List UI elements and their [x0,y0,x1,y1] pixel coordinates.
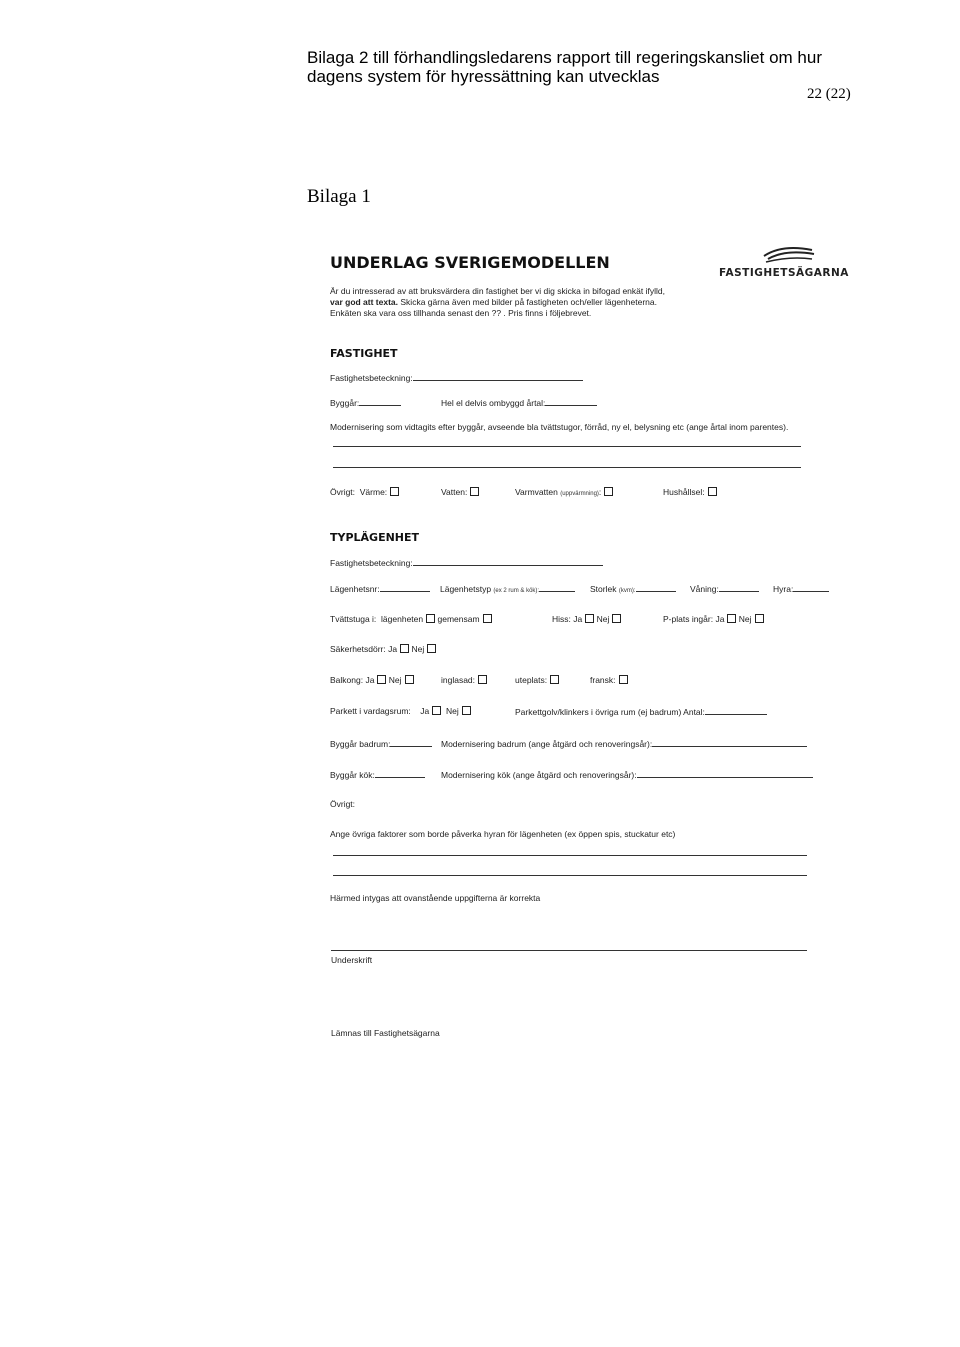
pplats-label: P-plats ingår: Ja [663,614,725,624]
byggar-badrum-label: Byggår badrum: [330,739,391,749]
lagenhetstyp-note: (ex 2 rum & kök): [493,588,540,594]
ombyggd-field[interactable] [545,397,597,406]
lagenhetstyp-row [440,583,575,594]
varmvatten-label: Varmvatten [515,487,558,497]
modernisering-badrum-row [441,738,807,749]
modernisering-line-2[interactable] [333,467,801,468]
lagenhetsnr-row [330,583,430,594]
uteplats-checkbox[interactable] [550,675,559,684]
hushallsel-row [663,487,717,497]
sakerhetsdorr-ja-checkbox[interactable] [400,644,409,653]
parkett-label: Parkett i vardagsrum: [330,706,411,716]
vaning-label: Våning: [690,584,719,594]
hyra-label: Hyra: [773,584,794,594]
byggar-badrum-field[interactable] [390,738,432,747]
varme-checkbox[interactable] [390,487,399,496]
byggar-label: Byggår: [330,398,360,408]
tvattstuga-gemensam-label: gemensam [437,614,480,624]
modernisering-kok-row [441,769,813,780]
pplats-row [663,614,764,624]
hushallsel-label: Hushållsel: [663,487,705,497]
intro-line-2 [330,297,657,307]
pplats-nej-label: Nej [738,614,752,624]
balkong-row [330,675,414,685]
header-line-2: dagens system för hyressättning kan utvecklas [307,67,660,86]
tvattstuga-gemensam-checkbox[interactable] [483,614,492,623]
hiss-ja-checkbox[interactable] [585,614,594,623]
hiss-label: Hiss: Ja [552,614,583,624]
vaning-field[interactable] [719,583,759,592]
intro-line-1: Är du intresserad av att bruksvärdera din fastighet ber vi dig skicka in bifogad enkät ifylld, [330,286,665,296]
lamnas-label: Lämnas till Fastighetsägarna [331,1028,440,1038]
modernisering-badrum-label: Modernisering badrum (ange åtgärd och renoveringsår): [441,739,653,749]
byggar-field[interactable] [359,397,401,406]
inglasad-checkbox[interactable] [478,675,487,684]
modernisering-kok-field[interactable] [637,769,813,778]
header-line-1: Bilaga 2 till förhandlingsledarens rapport till regeringskansliet om hur [307,48,822,67]
hyra-field[interactable] [793,583,829,592]
byggar-kok-field[interactable] [375,769,425,778]
intygas-label: Härmed intygas att ovanstående uppgifterna är korrekta [330,893,541,903]
uteplats-row [515,675,559,685]
section-typlagenhet-heading: TYPLÄGENHET [330,531,420,544]
storlek-row [590,583,676,594]
fransk-label: fransk: [590,675,616,685]
lagenhetsnr-label: Lägenhetsnr: [330,584,380,594]
tvattstuga-label: Tvättstuga i: [330,614,377,624]
fastighetsbeteckning-label: Fastighetsbeteckning: [330,373,413,383]
storlek-note: (kvm): [618,588,636,594]
ovriga-line-2[interactable] [333,875,807,876]
storlek-label: Storlek [590,584,617,594]
modernisering-label: Modernisering som vidtagits efter byggår, avseende bla tvättstugor, förråd, ny el, belysning etc (ange årtal inom parentes). [330,422,789,432]
brand-name: FASTIGHETSÄGARNA [719,267,849,279]
tvattstuga-lagenheten-label: lägenheten [381,614,424,624]
parkettgolv-label: Parkettgolv/klinkers i övriga rum (ej badrum) Antal: [515,707,705,717]
hiss-row [552,614,621,624]
byggar-kok-row [330,769,425,780]
vatten-row [441,487,479,497]
balkong-label: Balkong: Ja [330,675,375,685]
parkettgolv-field[interactable] [705,706,767,715]
fastighetsbeteckning-field[interactable] [413,372,583,381]
varmvatten-row [515,487,613,497]
signature-line[interactable] [331,950,807,951]
hiss-nej-checkbox[interactable] [612,614,621,623]
varmvatten-note: (uppvärmning) [560,491,599,497]
sakerhetsdorr-nej-checkbox[interactable] [427,644,436,653]
byggar-badrum-row [330,738,432,749]
pplats-ja-checkbox[interactable] [727,614,736,623]
ovrigt-label: Övrigt: [330,487,356,497]
inglasad-row [441,675,487,685]
balkong-ja-checkbox[interactable] [377,675,386,684]
hyra-row [773,583,829,594]
balkong-nej-checkbox[interactable] [405,675,414,684]
parkett-nej-label: Nej [445,706,459,716]
parkett-nej-checkbox[interactable] [462,706,471,715]
hushallsel-checkbox[interactable] [708,487,717,496]
ange-ovriga-label: Ange övriga faktorer som borde påverka hyran för lägenheten (ex öppen spis, stuckatur etc) [330,829,676,839]
varmvatten-colon: : [598,487,602,497]
byggar-kok-label: Byggår kök: [330,770,375,780]
parkettgolv-row [515,706,767,717]
ovriga-line-1[interactable] [333,855,807,856]
varme-label: Värme: [359,487,388,497]
form-title: UNDERLAG SVERIGEMODELLEN [330,253,610,272]
sakerhetsdorr-row [330,644,436,654]
pplats-nej-checkbox[interactable] [755,614,764,623]
lagenhetsnr-field[interactable] [380,583,430,592]
underskrift-label: Underskrift [331,955,373,965]
parkett-ja-label: Ja [420,706,430,716]
typ-fastighetsbeteckning-label: Fastighetsbeteckning: [330,558,413,568]
typ-ovrigt-label: Övrigt: [330,799,356,809]
fastighetsagarna-logo-icon [762,244,816,264]
sakerhetsdorr-nej-label: Nej [411,644,425,654]
ovrigt-varme-row [330,487,399,497]
fransk-checkbox[interactable] [619,675,628,684]
parkett-ja-checkbox[interactable] [432,706,441,715]
inglasad-label: inglasad: [441,675,476,685]
storlek-field[interactable] [636,583,676,592]
modernisering-badrum-field[interactable] [652,738,807,747]
typ-fastighetsbeteckning-row [330,557,603,568]
vatten-checkbox[interactable] [470,487,479,496]
intro-line-3: Enkäten ska vara oss tillhanda senast den ?? . Pris finns i följebrevet. [330,308,592,318]
ombyggd-label: Hel el delvis ombyggd årtal: [441,398,546,408]
section-fastighet-heading: FASTIGHET [330,347,398,360]
intro-bold: var god att texta. [330,297,399,307]
parkett-row [330,706,471,716]
varmvatten-checkbox[interactable] [604,487,613,496]
lagenhetstyp-field[interactable] [539,583,575,592]
vatten-label: Vatten: [441,487,468,497]
modernisering-line-1[interactable] [333,446,801,447]
lagenhetstyp-label: Lägenhetstyp [440,584,492,594]
page-number: 22 (22) [807,86,851,102]
bilaga-title: Bilaga 1 [307,186,371,207]
fastighetsbeteckning-row [330,372,583,383]
ombyggd-row [441,397,597,408]
fransk-row [590,675,628,685]
tvattstuga-row [330,614,492,624]
tvattstuga-lagenheten-checkbox[interactable] [426,614,435,623]
vaning-row [690,583,759,594]
typ-fastighetsbeteckning-field[interactable] [413,557,603,566]
uteplats-label: uteplats: [515,675,548,685]
balkong-nej-label: Nej [388,675,402,685]
intro-rest: Skicka gärna även med bilder på fastigheten och/eller lägenheterna. [398,297,657,307]
hiss-nej-label: Nej [596,614,610,624]
byggar-row [330,397,401,408]
sakerhetsdorr-label: Säkerhetsdörr: Ja [330,644,398,654]
modernisering-kok-label: Modernisering kök (ange åtgärd och renoveringsår): [441,770,637,780]
